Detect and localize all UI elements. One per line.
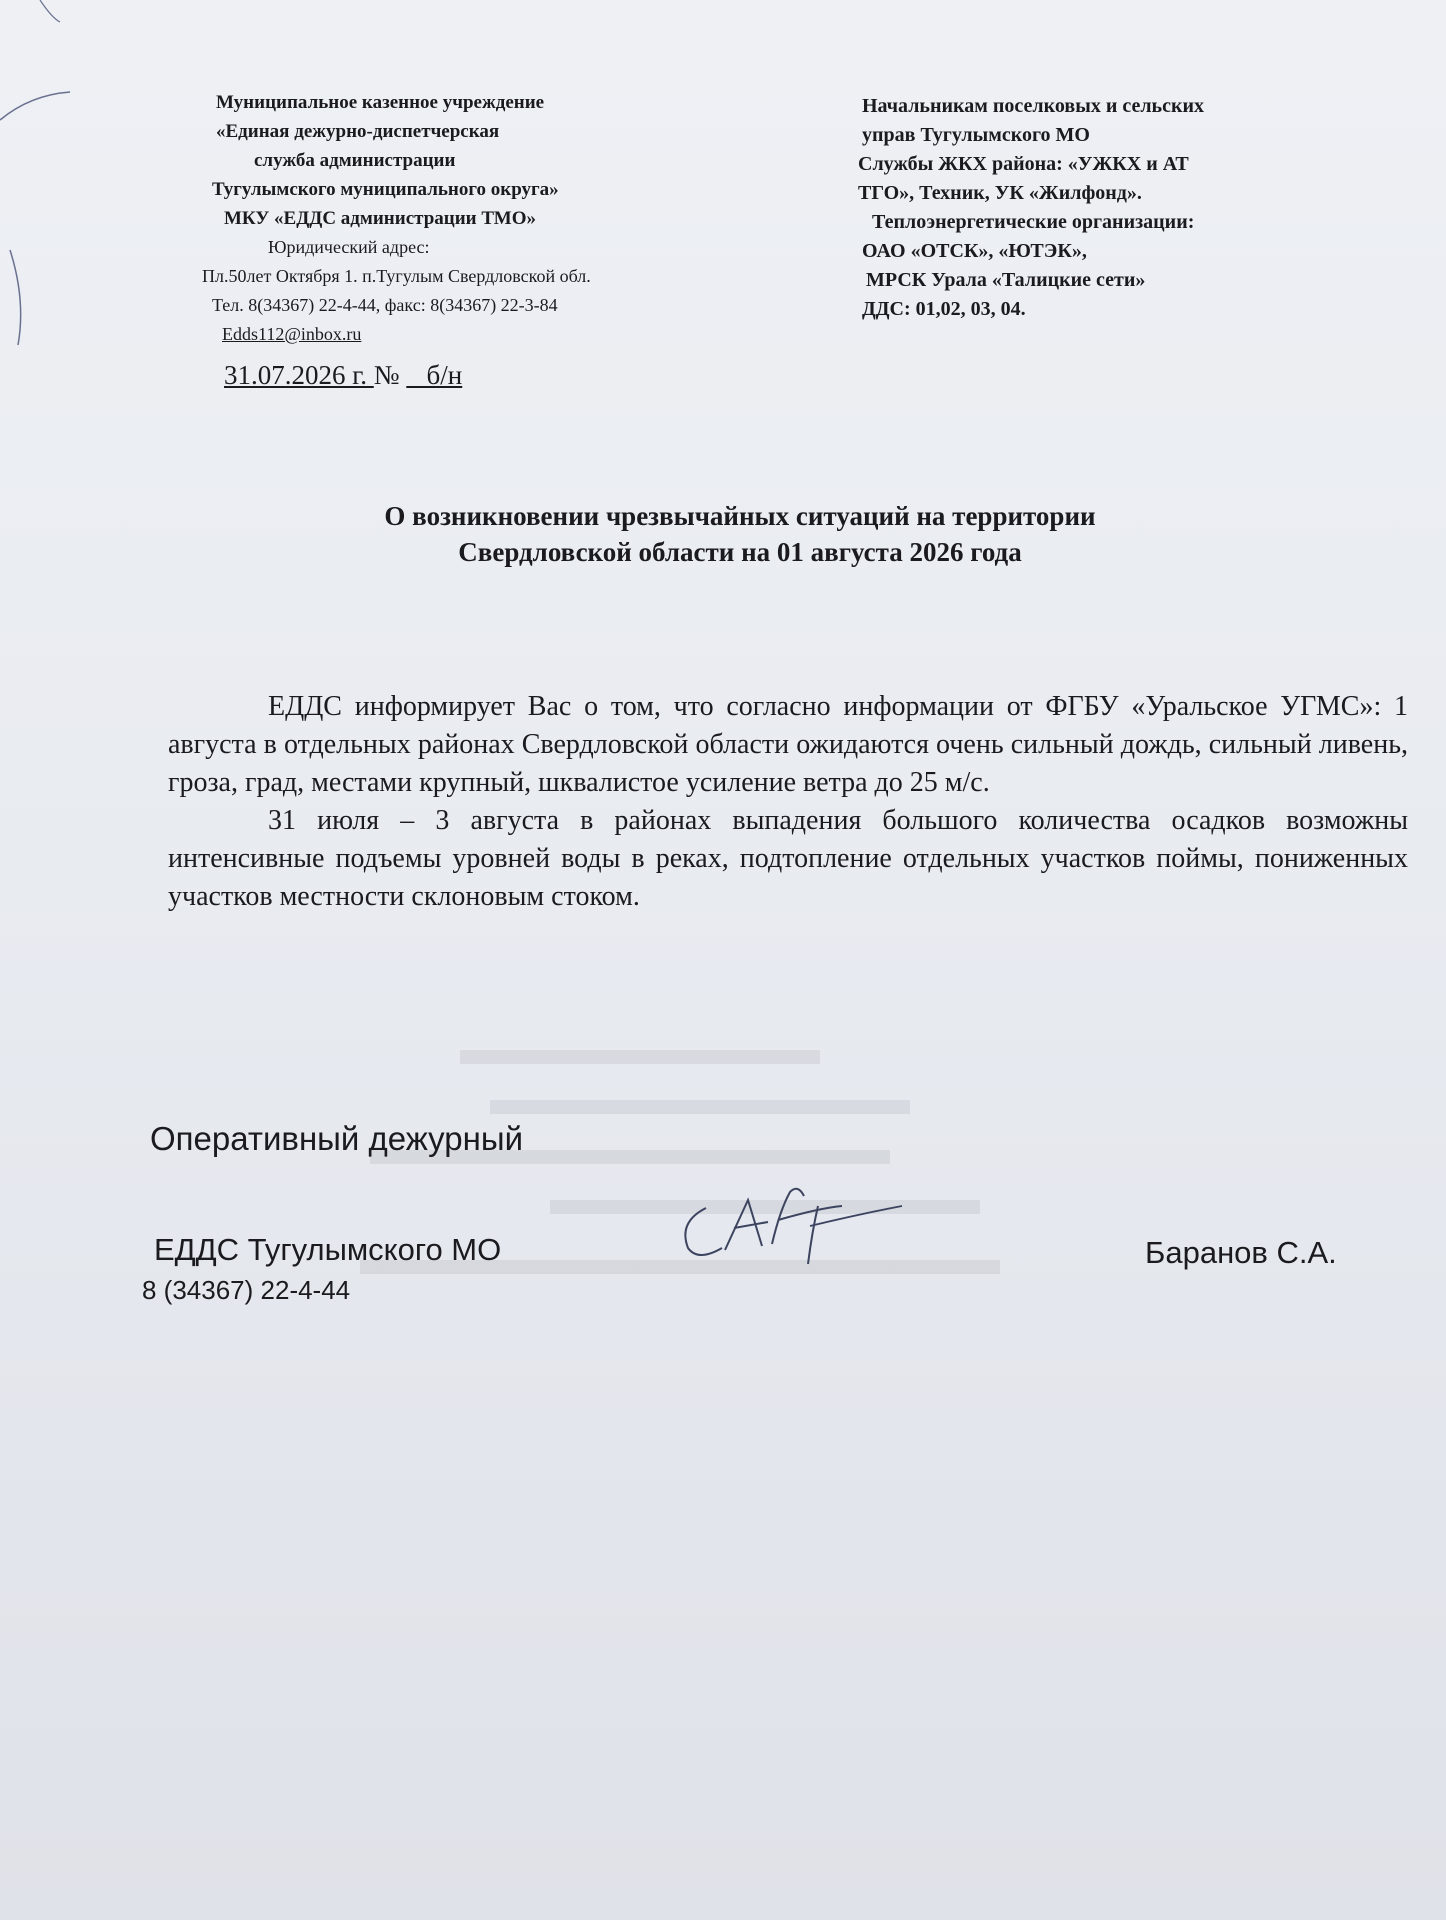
recipient-line-1: Начальникам поселковых и сельских — [862, 95, 1205, 117]
sender-line-5: МКУ «ЕДДС администрации ТМО» — [224, 208, 536, 229]
document-title — [220, 498, 1260, 570]
doc-number-sign: № — [373, 360, 400, 390]
body-paragraph-2: 31 июля – 3 августа в районах выпадения большого количества осадков возможны интенсивные подъемы уровней воды в реках, подтопление отдельных участков поймы, пониженных участков местности склоновым стоком. — [168, 805, 1408, 912]
document-body — [168, 688, 1408, 916]
stray-pen-mark — [0, 0, 90, 360]
recipient-block — [858, 92, 1362, 324]
recipient-line-5: Теплоэнергетические организации: — [872, 211, 1195, 233]
handwritten-signature — [670, 1170, 910, 1280]
sender-line-2: «Единая дежурно-диспетчерская — [216, 121, 500, 142]
sender-phone-fax: Тел. 8(34367) 22-4-44, факс: 8(34367) 22-3-84 — [212, 295, 558, 315]
doc-date: 31.07.2026 г. — [224, 360, 374, 390]
recipient-line-7: МРСК Урала «Талицкие сети» — [866, 269, 1146, 291]
sender-email: Edds112@inbox.ru — [222, 324, 362, 344]
signatory-title: Оперативный дежурный — [150, 1120, 524, 1157]
signatory-organization: ЕДДС Тугулымского МО — [154, 1232, 502, 1267]
title-line-1: О возникновении чрезвычайных ситуаций на территории — [384, 501, 1096, 531]
sender-block — [202, 88, 772, 349]
sender-line-1: Муниципальное казенное учреждение — [216, 92, 545, 113]
recipient-line-4: ТГО», Техник, УК «Жилфонд». — [858, 182, 1142, 204]
recipient-line-6: ОАО «ОТСК», «ЮТЭК», — [862, 240, 1087, 262]
recipient-line-3: Службы ЖКХ района: «УЖКХ и АТ — [858, 153, 1189, 175]
recipient-line-2: управ Тугулымского МО — [862, 124, 1090, 146]
body-paragraph-1: ЕДДС информирует Вас о том, что согласно информации от ФГБУ «Уральское УГМС»: 1 августа в отдельных районах Свердловской области ожидаются очень сильный дождь, сильный ливень, гроза, град, местами крупный, шквалистое усиление ветра до 25 м/с. — [168, 691, 1408, 798]
signatory-phone: 8 (34367) 22-4-44 — [142, 1275, 351, 1305]
sender-line-6: Юридический адрес: — [268, 237, 430, 257]
signatory-name: Баранов С.А. — [1145, 1235, 1337, 1270]
doc-number: б/н — [406, 360, 463, 390]
sender-line-4: Тугулымского муниципального округа» — [212, 179, 559, 200]
title-line-2: Свердловской области на 01 августа 2026 года — [458, 537, 1022, 567]
sender-address: Пл.50лет Октября 1. п.Тугулым Свердловской обл. — [202, 266, 591, 286]
recipient-line-8: ДДС: 01,02, 03, 04. — [862, 298, 1026, 320]
date-number-line — [224, 360, 462, 391]
sender-line-3: служба администрации — [254, 150, 456, 171]
